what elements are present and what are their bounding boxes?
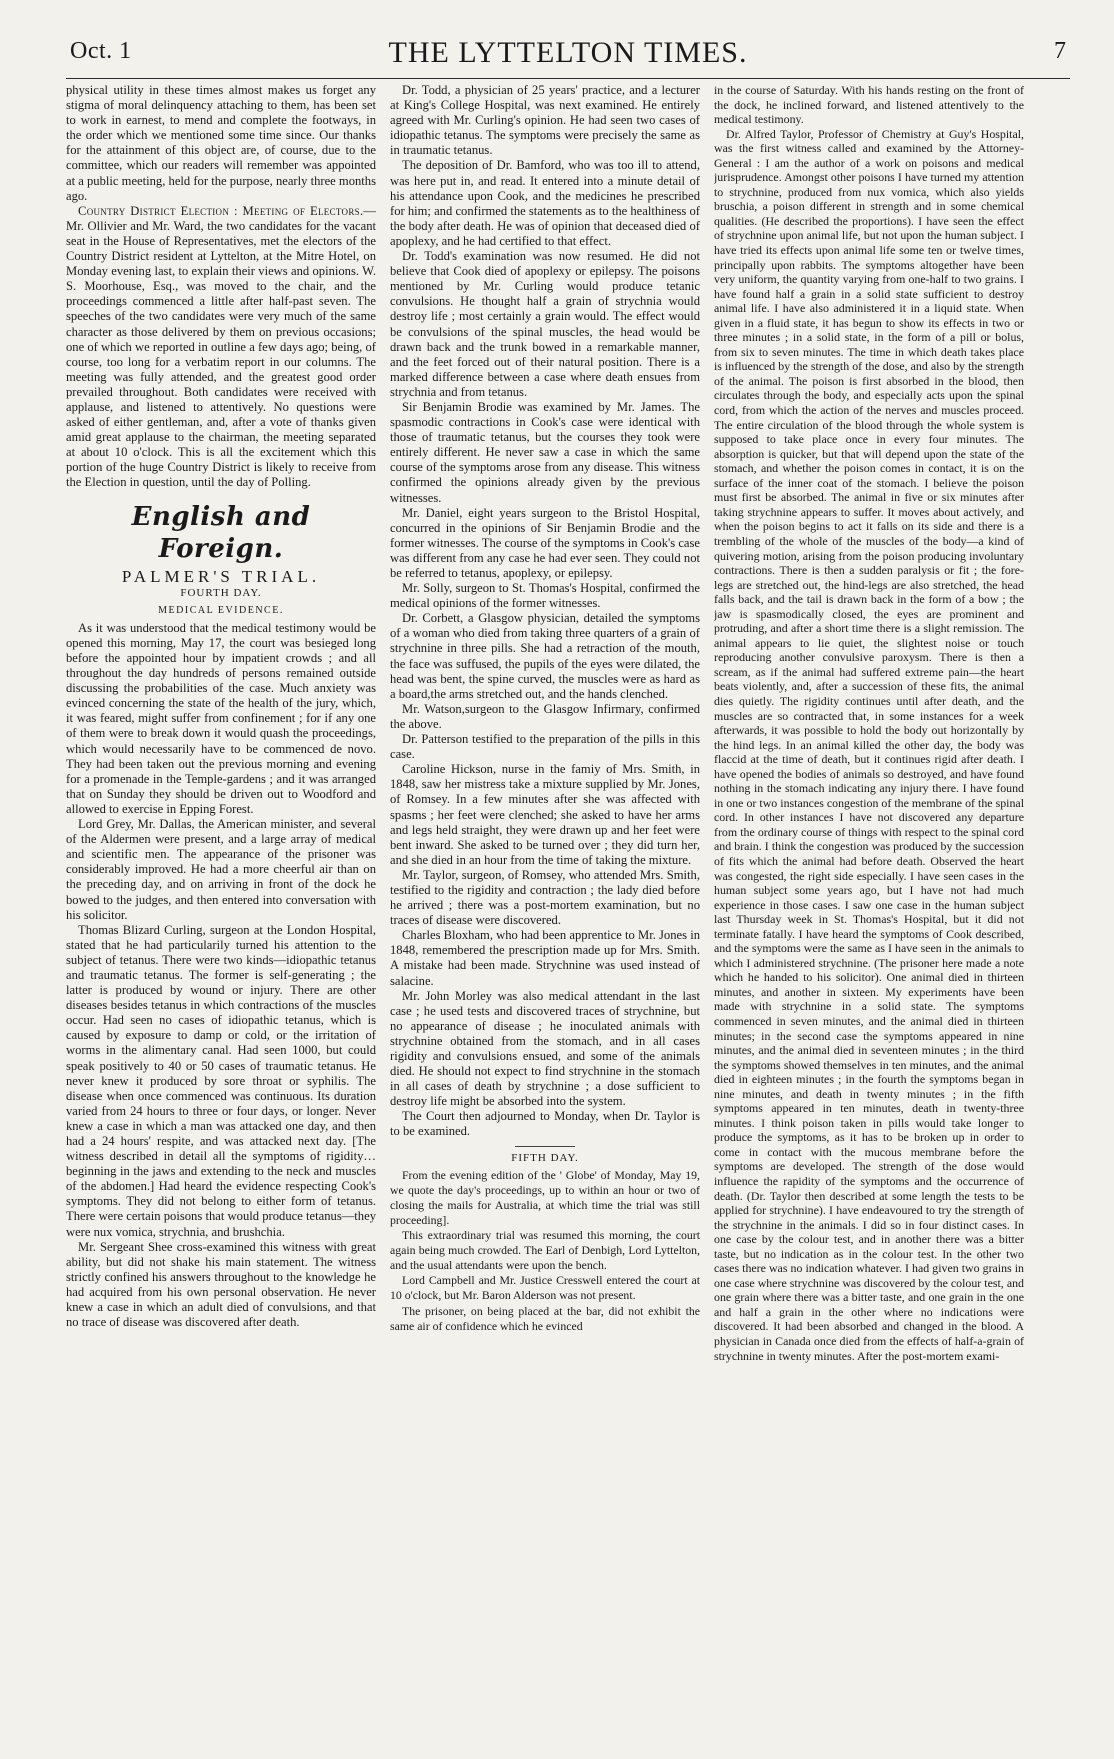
trial-paragraph: Mr. Taylor, surgeon, of Romsey, who attended Mrs. Smith, testified to the rigidity and contraction ; the lady died before he arrived ; there was a post-mortem examination, but no traces of disease were discovered. — [390, 867, 700, 928]
trial-paragraph: Sir Benjamin Brodie was examined by Mr. James. The spasmodic contractions in Cook's case were identical with those of traumatic tetanus, but the courses they took were entirely different. He never saw a case in which the same course of the symptoms arose from any disease. This witness confirmed the opinions already given by the previous witnesses. — [390, 399, 700, 505]
trial-paragraph: Dr. Todd, a physician of 25 years' practice, and a lecturer at King's College Hospital, was next examined. He entirely agreed with Mr. Curling's opinion. He had seen two cases of idiopathic tetanus. The symptoms were precisely the same as in traumatic tetanus. — [390, 83, 700, 158]
column-3 — [714, 83, 1024, 1743]
day-heading: FOURTH DAY. — [180, 586, 262, 599]
trial-paragraph: The Court then adjourned to Monday, when Dr. Taylor is to be examined. — [390, 1109, 700, 1139]
trial-paragraph: Dr. Corbett, a Glasgow physician, detailed the symptoms of a woman who died from taking three quarters of a grain of strychnine in three pills. She had a retraction of the mouth, the face was suffused, the pupils of the eyes were dilated, the head was bent, the spine curved, the muscles were as hard as a board,the arms stretched out, and the hands clenched. — [390, 611, 700, 701]
trial-title: PALMER'S TRIAL. — [121, 566, 321, 586]
trial-paragraph: Lord Grey, Mr. Dallas, the American minister, and several of the Aldermen were present, and a large array of medical and scientific men. The appearance of the prisoner was considerably improved. He had a more cheerful air than on the preceding day, and on arriving in front of the dock he bowed to the judges, and then entered into conversation with his solicitor. — [66, 817, 376, 922]
article-columns — [66, 83, 1070, 1743]
trial-paragraph: Mr. Solly, surgeon to St. Thomas's Hospital, confirmed the medical opinions of the former witnesses. — [390, 581, 700, 611]
trial-paragraph: Thomas Blizard Curling, surgeon at the London Hospital, stated that he had particularily turned his attention to the subject of tetanus. There were two kinds—idiopathic tetanus and traumatic tetanus. The former is self-generating ; the latter is produced by wound or injury. There are other diseases besides tetanus in which contractions of the muscles occur. Had seen no cases of idiopathic tetanus, which is caused by exposure to damp or cold, or the irritation of worms in the alimentary canal. Had seen 1000, but could speak positively to 40 or 50 cases of traumatic tetanus. He never knew it produced by sore throat or syphilis. The disease when once commenced was continuous. Its duration varied from 24 hours to three or four days, or longer. Never knew a case in which a man was attacked one day, and then had a 24 hours' respite, and was attacked next day. [The witness described in detail all the symptoms of rigidity…beginning in the jaws and extending to the neck and muscles of the abdomen.] Had heard the evidence respecting Cook's symptoms. They did not belong to either form of tetanus. There were certain poisons that would produce tetanus—they were nux vomica, strychnia, and brushchia. — [66, 922, 376, 1239]
footways-paragraph: physical utility in these times almost makes us forget any stigma of moral delinquency attaching to them, has been set to work in earnest, to mend and complete the footways, in the order which we mentioned some time since. Our thanks for the attainment of this object are, of course, due to the committee, which our readers will remember was appointed at a public meeting, held for the purpose, nearly three months ago. — [66, 83, 376, 203]
section-title: English and Foreign. — [131, 501, 311, 564]
trial-paragraph: The prisoner, on being placed at the bar, did not exhibit the same air of confidence which he evinced — [390, 1303, 700, 1333]
section-divider — [515, 1146, 575, 1147]
trial-paragraph: Charles Bloxham, who had been apprentice to Mr. Jones in 1848, remembered the prescription made up for Mrs. Smith. A mistake had been made. Strychnine was used instead of salacine. — [390, 928, 700, 988]
trial-paragraph: Caroline Hickson, nurse in the famiy of Mrs. Smith, in 1848, saw her mistress take a mixture supplied by Mr. Jones, of Romsey. In a few minutes after she was affected with spasms ; her feet were clenched; she asked to have her arms and legs held straight, they were drawn up and her feet were bent inward. She asked to be turned over ; they did turn her, and she died in an hour from the time of taking the mixture. — [390, 762, 700, 867]
masthead — [66, 36, 1070, 76]
trial-paragraph: Mr. Daniel, eight years surgeon to the Bristol Hospital, concurred in the opinions of Sir Benjamin Brodie and the former witnesses. The course of the symptoms in Cook's case was different from any case he had ever seen. They could not be referred to tetanus, apoplexy, or epilepsy. — [390, 505, 700, 580]
election-paragraph — [66, 204, 376, 491]
taylor-testimony: Dr. Alfred Taylor, Professor of Chemistry at Guy's Hospital, was the first witness called and examined by the Attorney-General : I am the author of a work on poisons and medical jurisprudence. Amongst other poisons I have turned my attention to strychnine, produced from nux vomica, which also yields bruschia, a poison different in strength and in some chemical qualities. (He described the proportions). I have seen the effect of strychnine upon animal life, but not upon the human subject. I have tried its effects upon animal life some ten or twelve times, principally upon rabbits. The symptoms altogether have been very uniform, the quantity varying from one-half to two grains. I have found half a grain in a solid state sufficient to destroy animal life. I have also administered it in a liquid state. When given in a fluid state, it has begun to show its effects in two or three minutes ; in a solid state, in the form of a pill or bolus, from six to seven minutes. The time in which death takes place is influenced by the strength of the dose, and also by the strength of the animal. The poison is first absorbed in the blood, then circulates through the body, and especially acts upon the spinal cord, from which the action of the nerves and muscles proceed. The entire circulation of the blood through the whole system is supposed to take place once in every four minutes. The absorption is quicker, but that will depend upon the state of the stomach, and whether the poison comes in contact, it is on the surface of the inner coat of the stomach. I believe the poison must first be absorbed. The animal in five or six minutes after taking strychnine appears to suffer. It moves about actively, and when the poison begins to act it falls on its side and there is a trembling of the whole of the muscles of the body—a kind of quivering motion, arising from the poison producing involuntary contractions. There is then a sudden paralysis or fit ; the fore-legs are stretched out, the hind-legs are also stretched, the head falls back, and the tail is drawn back in the form of a bow ; the jaw is spasmodically closed, the eyes are prominent and protruding, and after a short time there is a slight remission. The animal appears to lie quiet, the slightest noise or touch reproducing another convulsive paroxysm. There is then a scream, as if the animal had suffered extreme pain—the heart beats violently, and, after a succession of these fits, the animal dies quietly. The rigidity continues until after death, and the muscles are so contracted that, in some instances for a week afterwards, it was possible to hold the body out horizontally by the hind legs. In an animal killed the other day, the body was flaccid at the time of death, but it continues rigid after death. I have opened the bodies of animals so destroyed, and have found nothing in the stomach indicating any injury there. I have found in one or two instances congestion of the membrane of the spinal cord. In other instances I have not discovered any departure from the ordinary course of things with respect to the spinal cord and brain. I think the congestion was produced by the succession of fits which the animal had before death. Observed the heart was congested, the right side especially. I have seen cases in the human subject some years ago, but I have not had much experience in those cases. I saw one case in the human subject last Thursday week in St. Thomas's Hospital, but it did not terminate fatally. I have heard the symptoms of Cook described, and the symptoms were the same as I have seen in the animals to which I administered strychnine. (The prisoner here made a note which he handed to his solicitor). One animal died in thirteen minutes, and another in sixteen. My experiments have been made with strychnine in a solid state. The symptoms commenced in seven minutes, and the animal died in thirteen minutes; in the second case the symptoms appeared in nine minutes, and the animal died in seventeen minutes ; in the third the symptoms showed themselves in ten minutes, and the animal died in eighteen minutes ; in the fourth the symptoms began in nine minutes, and death in twenty minutes ; in the fifth symptoms appeared in ten minutes, death in twenty-three minutes. I think poison taken in pills would take longer to produce the symptoms, as it has to be broken up in order to come in contact with the mucous membrane before the symptoms are developed. The strength of the dose would influence the rapidity of the symptoms and the occurrence of death. (Dr. Taylor then described at some length the tests to be applied for strychnine). I have endeavoured to try the strength of the strychnine in the animals. I did so in four distinct cases. In one case by the colour test, and in another there was a bitter taste, but no indication as in the colour test. In the other two cases there was no indication whatever. I had given two grains in one case where strychnine was discovered by the colour test, and one grain where there was a bitter taste, and one grain in the one and half a grain in the other where no indications were discovered. It had been absorbed and changed in the blood. A physician in Canada once died from the effects of half-a-grain of strychnine in twenty minutes. After the post-mortem exami- — [714, 126, 1024, 1363]
trial-paragraph: The deposition of Dr. Bamford, who was too ill to attend, was here put in, and read. It entered into a minute detail of his attendance upon Cook, and the medicines he prescribed for him; and confirmed the statements as to the healthiness of the body after death. He was of opinion that deceased died of apoplexy, and he had certified to that effect. — [390, 158, 700, 248]
page-number: 7 — [1054, 38, 1066, 64]
election-heading: Country District Election : Meeting of Electors. — [78, 203, 364, 218]
trial-paragraph: Lord Campbell and Mr. Justice Cresswell entered the court at 10 o'clock, but Mr. Baron Alderson was not present. — [390, 1273, 700, 1303]
trial-paragraph: Mr. Sergeant Shee cross-examined this witness with great ability, but did not shake his main statement. The witness strictly confined his answers throughout to the knowledge he had acquired from his own personal observation. He never knew a case in which an adult died of convulsions, and that no trace of disease was discovered after death. — [66, 1239, 376, 1330]
newspaper-title: THE LYTTELTON TIMES. — [388, 36, 748, 69]
trial-paragraph: From the evening edition of the ' Globe' of Monday, May 19, we quote the day's proceedings, up to within an hour or two of closing the mails for Australia, at which time the trial was still proceeding]. — [390, 1167, 700, 1227]
trial-paragraph: Mr. John Morley was also medical attendant in the last case ; he used tests and discovered traces of strychnine, but no appearance of disease ; he inoculated animals with strychnine obtained from the stomach, and in all cases rigidity and convulsions ensued, and some of the animals died. He should not expect to find strychnine in the stomach in all cases of death by strychnine ; a dose sufficient to destroy life might be absorbed into the system. — [390, 988, 700, 1109]
trial-paragraph: Dr. Todd's examination was now resumed. He did not believe that Cook died of apoplexy or epilepsy. The poisons mentioned by Mr. Curling would produce tetanic convulsions. He thought half a grain of strychnia would destroy life ; most certainly a grain would. The effect would be convulsions of the spinal muscles, the head would be drawn back and the trunk bowed in a remarkable manner, and the feet forced out of their natural position. There is a marked difference between a case where death ensues from strychnia and from tetanus. — [390, 249, 700, 399]
issue-date: Oct. 1 — [70, 38, 132, 64]
trial-paragraph: This extraordinary trial was resumed this morning, the court again being much crowded. The Earl of Denbigh, Lord Lyttelton, and the usual attendants were upon the bench. — [390, 1228, 700, 1273]
evidence-heading: MEDICAL EVIDENCE. — [158, 604, 284, 616]
masthead-rule — [66, 78, 1070, 79]
trial-paragraph: in the course of Saturday. With his hands resting on the front of the dock, he inclined forward, and listened attentively to the medical testimony. — [714, 83, 1024, 127]
trial-paragraph: Mr. Watson,surgeon to the Glasgow Infirmary, confirmed the above. — [390, 701, 700, 731]
trial-paragraph: Dr. Patterson testified to the preparation of the pills in this case. — [390, 732, 700, 762]
column-1 — [66, 83, 376, 1743]
fifth-day-heading: FIFTH DAY. — [511, 1151, 579, 1164]
trial-paragraph: As it was understood that the medical testimony would be opened this morning, May 17, the court was besieged long before the appointed hour by impatient crowds ; and all throughout the day hundreds of persons remained outside discussing the probabilities of the case. Much anxiety was evinced concerning the state of the health of the jury, which, it was feared, might suffer from confinement ; for if any one of them were to break down it would quash the proceedings, which would necessarily have to be commenced de novo. They had been taken out the previous morning and evening for a promenade in the Temple-gardens ; and it was arranged that on Sunday they should be driven out to Woodford and allowed to exercise in Epping Forest. — [66, 620, 376, 816]
column-2 — [390, 83, 700, 1743]
election-text: —Mr. Ollivier and Mr. Ward, the two candidates for the vacant seat in the House of Representatives, met the electors of the Country District resident at Lyttelton, at the Mitre Hotel, on Monday evening last, to explain their views and opinions. W. S. Moorhouse, Esq., was moved to the chair, and the proceedings commenced a little after half-past seven. The speeches of the two candidates were very much of the same character as those delivered by them on previous occasions; one of which we reported in outline a few days ago; being, of course, too long for a verbatim report in our columns. The meeting was fully attended, and the greatest good order prevailed throughout. Both candidates were received with applause, and listened to attentively. No questions were asked of either gentleman, and, after a vote of thanks given amid great applause to the chairman, the meeting separated at about 10 o'clock. This is all the excitement which this portion of the huge Country District is likely to receive from the Election in question, until the day of Polling. — [66, 203, 376, 490]
